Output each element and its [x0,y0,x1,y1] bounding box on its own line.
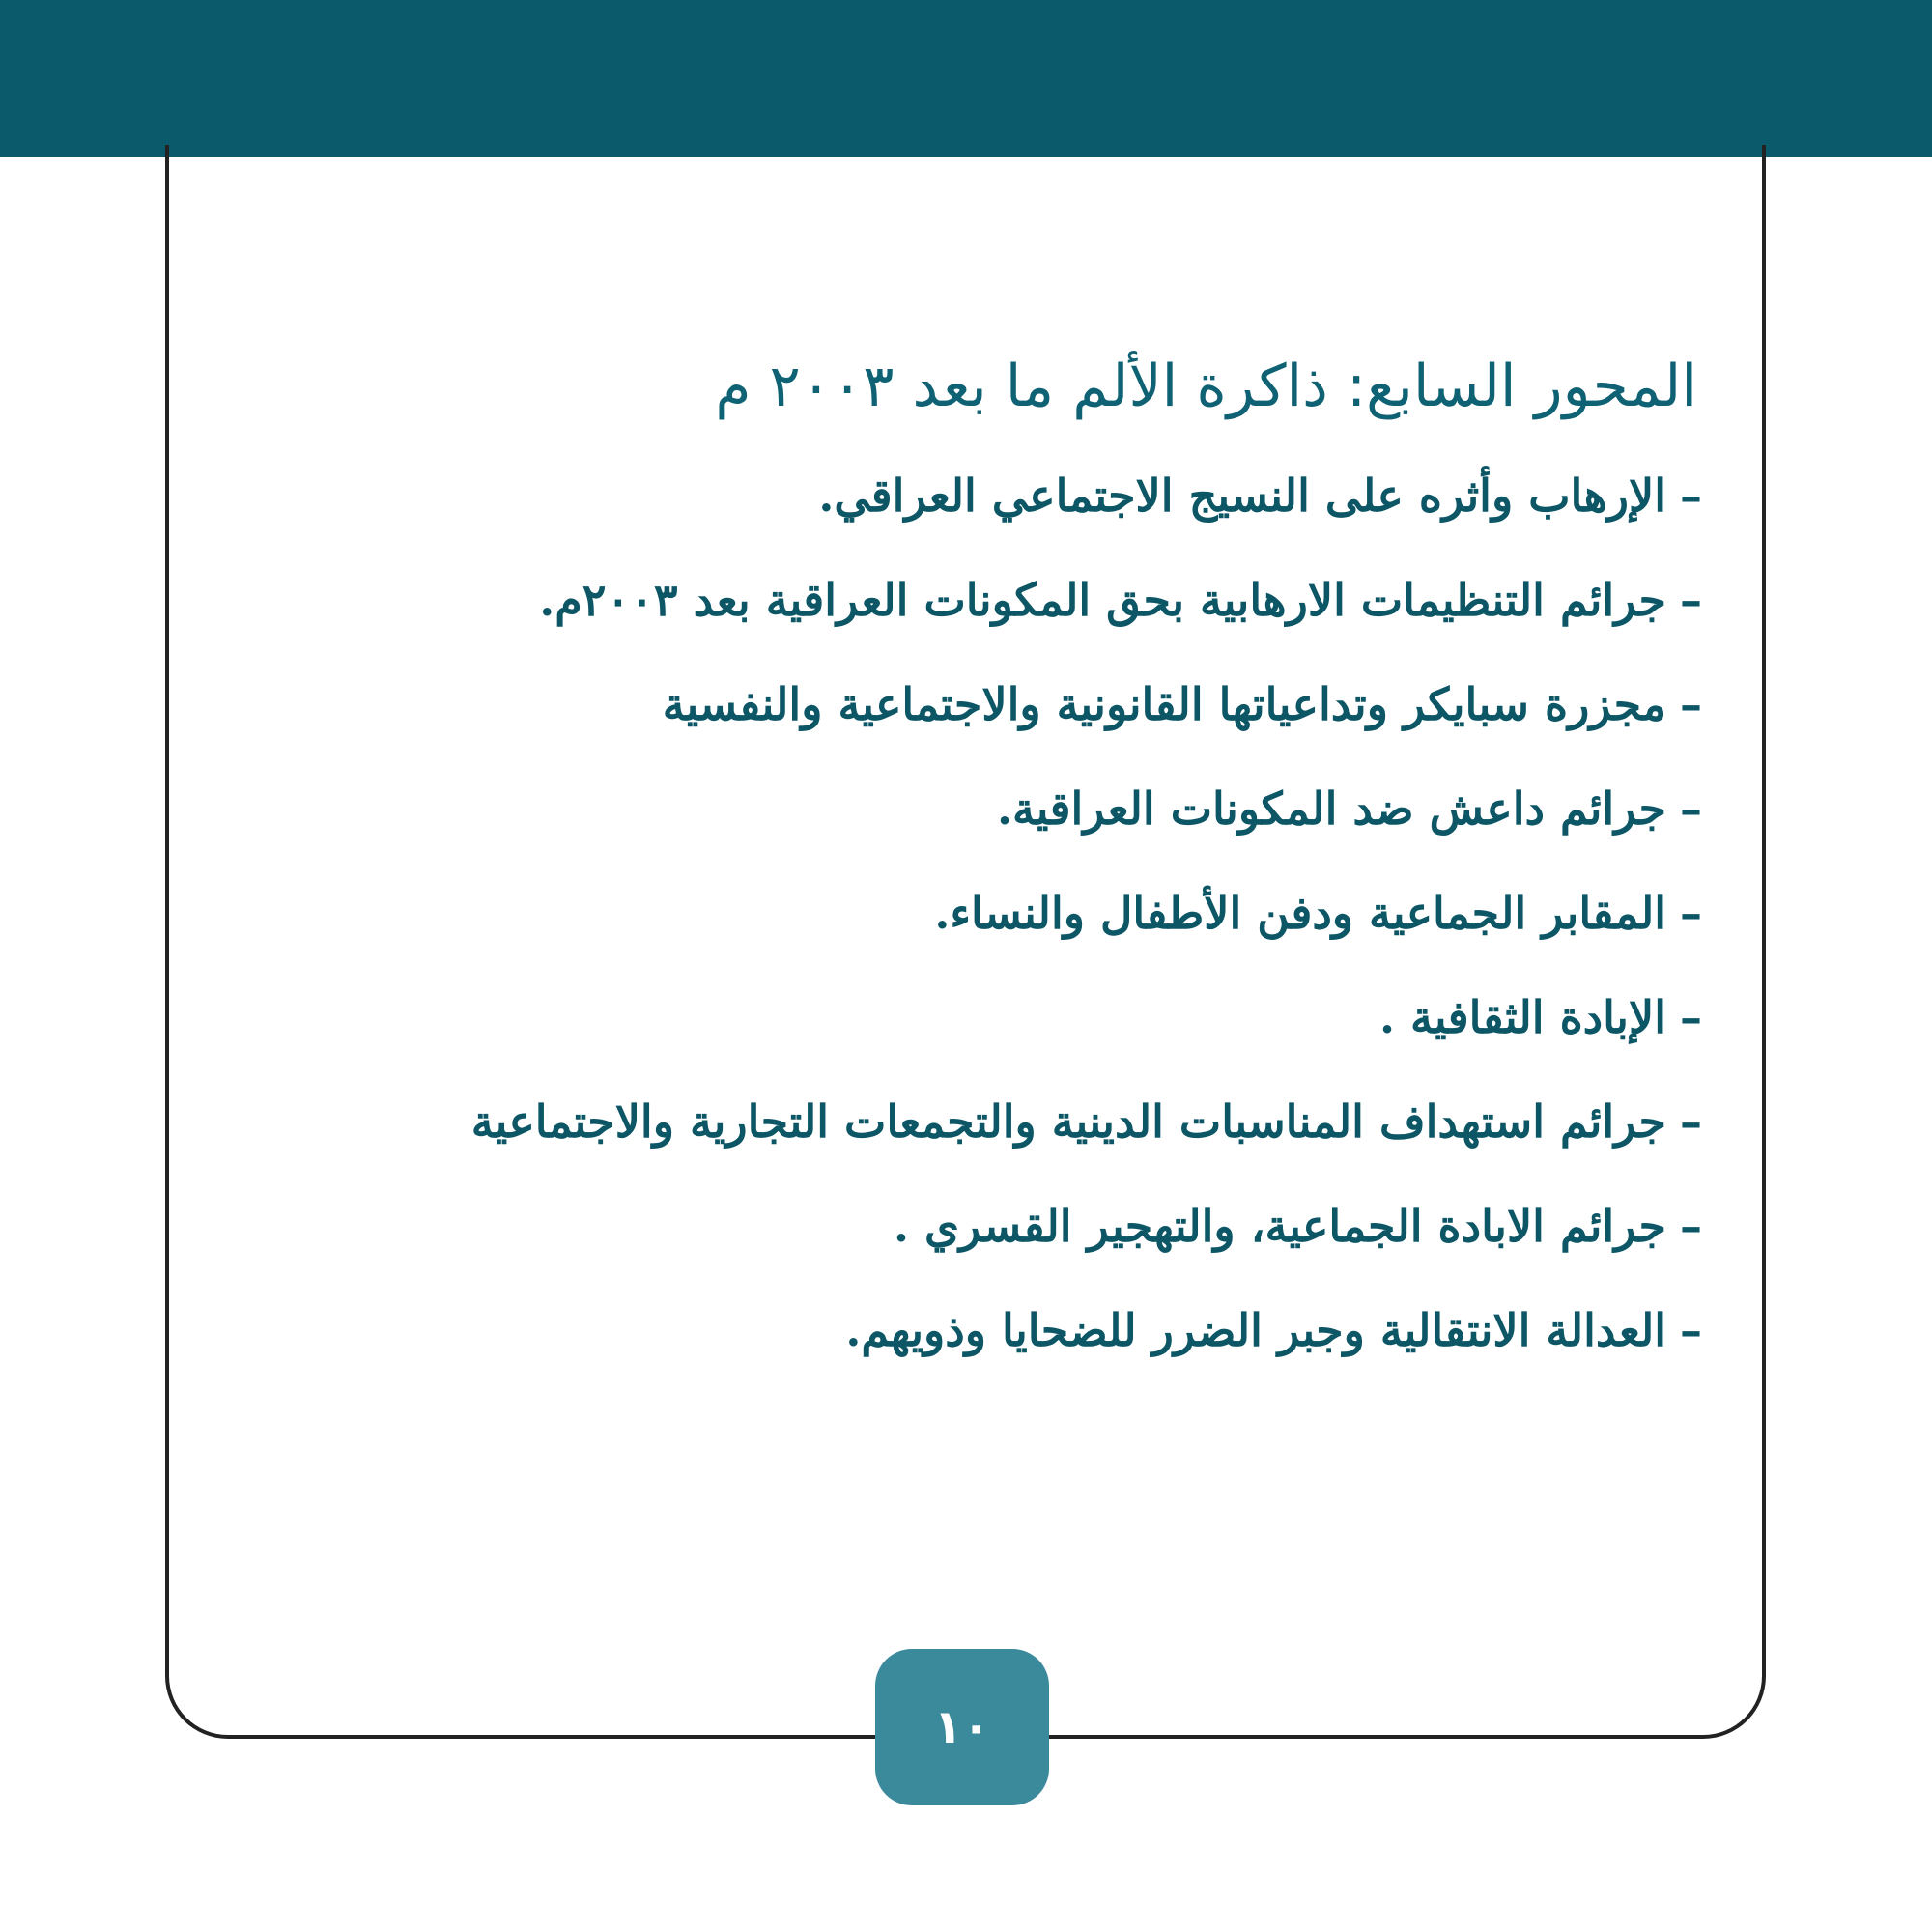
item-marker: – [1680,887,1702,939]
item-text: المقابر الجماعية ودفن الأطفال والنساء. [934,887,1666,939]
item-text: الإرهاب وأثره على النسيج الاجتماعي العراقي. [818,469,1666,522]
item-marker: – [1680,1304,1702,1356]
list-item [471,879,1702,983]
item-marker: – [1680,469,1702,522]
item-text: جرائم الابادة الجماعية، والتهجير القسري . [894,1200,1666,1252]
list-item [471,1088,1702,1192]
page-number-badge: ١٠ [875,1649,1049,1805]
item-text: جرائم استهداف المناسبات الدينية والتجمعات التجارية والاجتماعية [470,1095,1666,1148]
list-item [471,566,1702,670]
list-item [471,1192,1702,1296]
list-item [471,462,1702,566]
item-text: العدالة الانتقالية وجبر الضرر للضحايا وذويهم. [845,1304,1666,1356]
item-text: الإبادة الثقافية . [1379,991,1666,1043]
item-marker: – [1680,678,1702,730]
item-marker: – [1680,782,1702,835]
item-marker: – [1680,1200,1702,1252]
item-marker: – [1680,1095,1702,1148]
list-item [471,1296,1702,1401]
section-title: المحور السابع: ذاكرة الألم ما بعد ٢٠٠٣ م [715,353,1697,420]
item-text: جرائم داعش ضد المكونات العراقية. [996,782,1666,835]
item-text: جرائم التنظيمات الارهابية بحق المكونات العراقية بعد ٢٠٠٣م. [539,574,1666,626]
item-marker: – [1680,991,1702,1043]
header-band [0,0,1932,157]
item-text: مجزرة سبايكر وتداعياتها القانونية والاجتماعية والنفسية [662,678,1666,730]
topics-list [471,462,1702,1401]
item-marker: – [1680,574,1702,626]
list-item [471,775,1702,879]
list-item [471,670,1702,775]
list-item [471,983,1702,1088]
